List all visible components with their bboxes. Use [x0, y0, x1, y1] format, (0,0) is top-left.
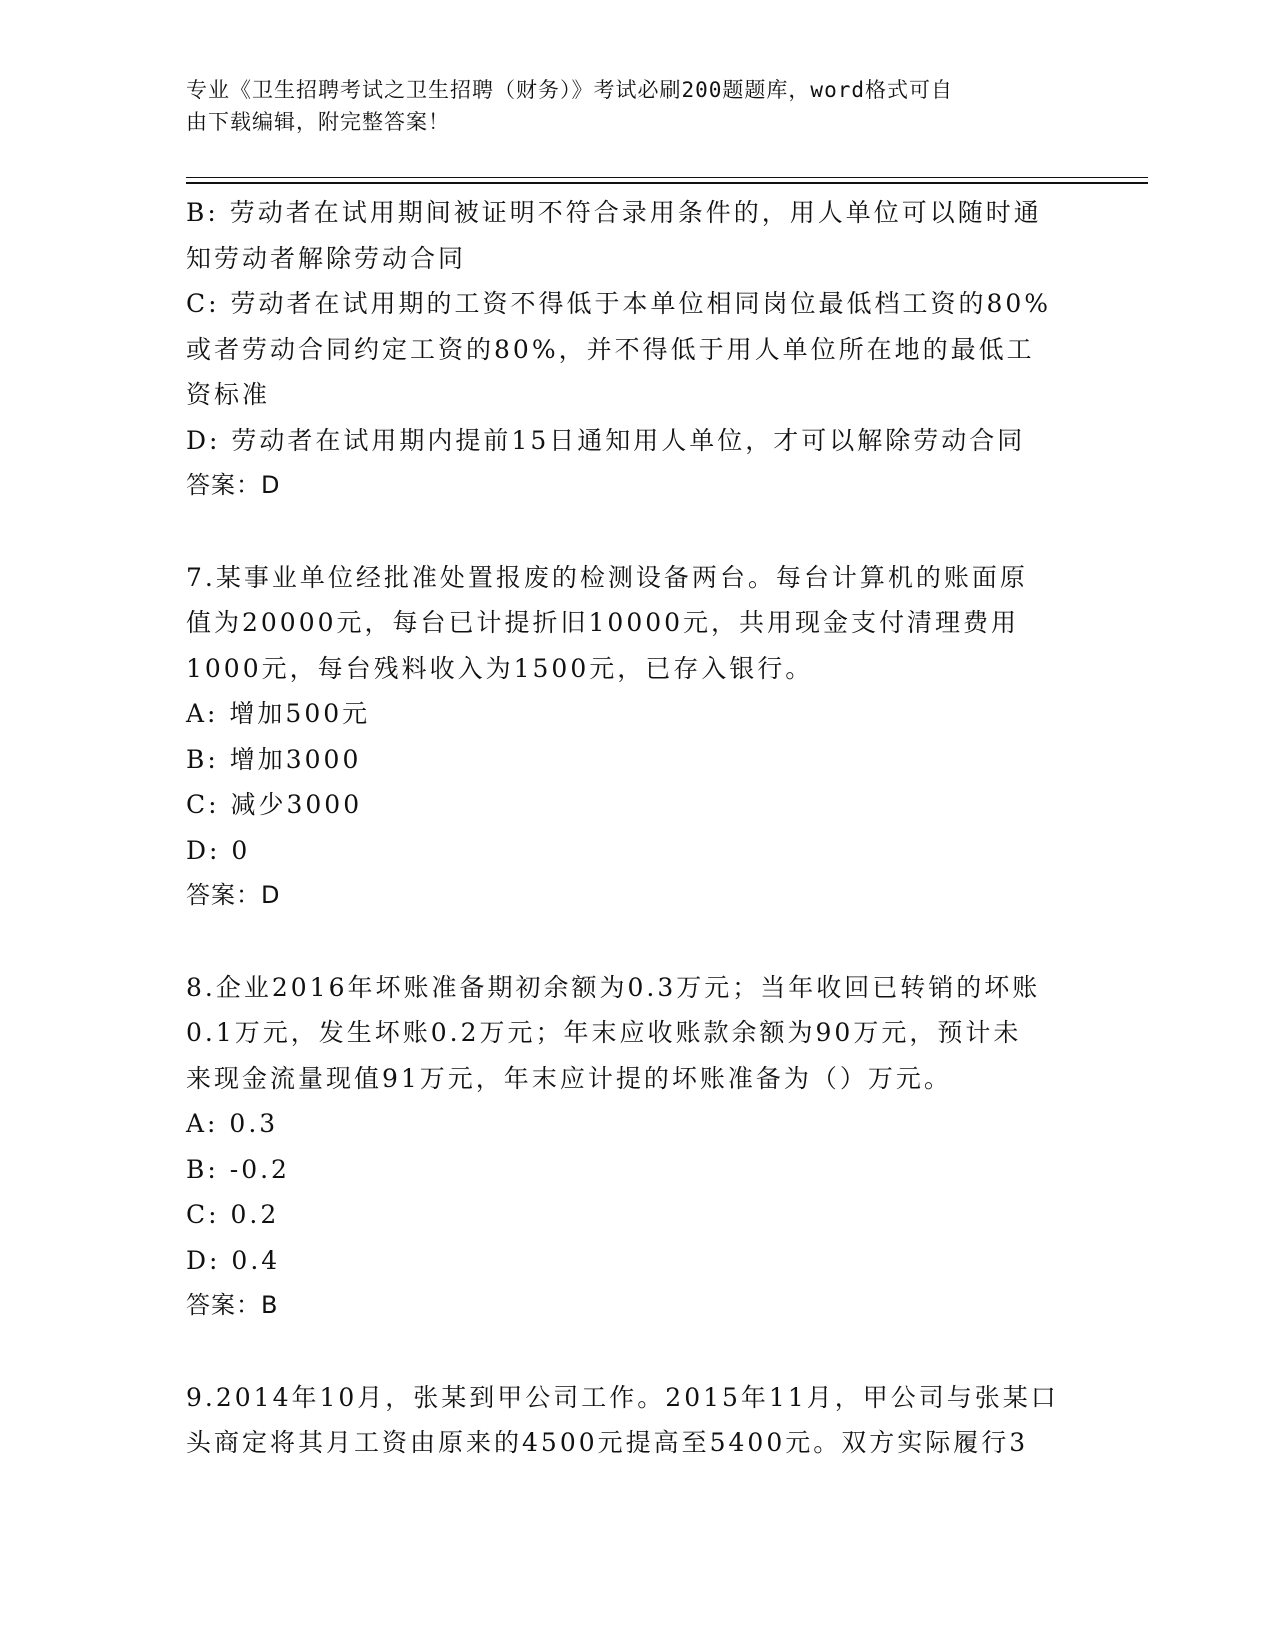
page-header	[186, 74, 1066, 138]
spacer	[186, 919, 1086, 965]
q7-stem-line-1: 7.某事业单位经批准处置报废的检测设备两台。每台计算机的账面原	[186, 562, 1028, 592]
q8-option-d: D: 0.4	[186, 1245, 281, 1275]
spacer	[186, 509, 1086, 555]
q8-answer: 答案：B	[186, 1291, 279, 1319]
q8-stem-line-3: 来现金流量现值91万元，年末应计提的坏账准备为（）万元。	[186, 1063, 952, 1093]
question-content	[186, 190, 1086, 1466]
q7-option-b: B: 增加3000	[186, 744, 362, 774]
q7-option-d: D: 0	[186, 835, 251, 865]
q8-stem-line-2: 0.1万元，发生坏账0.2万元；年末应收账款余额为90万元，预计未	[186, 1018, 1022, 1047]
q9-stem-line-1: 9.2014年10月，张某到甲公司工作。2015年11月，甲公司与张某口	[186, 1382, 1059, 1412]
question-9	[186, 1375, 1086, 1466]
q6-answer: 答案：D	[186, 471, 281, 499]
header-divider	[186, 177, 1148, 184]
spacer	[186, 1329, 1086, 1375]
question-7	[186, 555, 1086, 919]
q7-stem-line-2: 值为20000元，每台已计提折旧10000元，共用现金支付清理费用	[186, 608, 1020, 637]
q8-stem-line-1: 8.企业2016年坏账准备期初余额为0.3万元；当年收回已转销的坏账	[186, 972, 1041, 1002]
q7-option-a: A: 增加500元	[186, 699, 371, 728]
q8-option-a: A: 0.3	[186, 1109, 279, 1138]
header-line-2: 由下载编辑，附完整答案！	[186, 110, 450, 134]
q7-stem-line-3: 1000元，每台残料收入为1500元，已存入银行。	[186, 653, 814, 683]
q6-option-d: D: 劳动者在试用期内提前15日通知用人单位，才可以解除劳动合同	[186, 425, 1026, 455]
q9-stem-line-2: 头商定将其月工资由原来的4500元提高至5400元。双方实际履行3	[186, 1428, 1029, 1457]
question-8	[186, 965, 1086, 1329]
q6-option-c-line-1: C: 劳动者在试用期的工资不得低于本单位相同岗位最低档工资的80%	[186, 289, 1052, 318]
question-6-continued	[186, 190, 1086, 509]
q6-option-c-line-3: 资标准	[186, 380, 271, 409]
header-line-1: 专业《卫生招聘考试之卫生招聘（财务）》考试必刷200题题库，word格式可自	[186, 78, 953, 102]
q6-option-b-line-2: 知劳动者解除劳动合同	[186, 243, 467, 273]
q7-answer: 答案：D	[186, 881, 281, 909]
q8-option-b: B: -0.2	[186, 1154, 290, 1184]
q8-option-c: C: 0.2	[186, 1200, 280, 1229]
q6-option-b-line-1: B: 劳动者在试用期间被证明不符合录用条件的，用人单位可以随时通	[186, 198, 1042, 227]
q6-option-c-line-2: 或者劳动合同约定工资的80%，并不得低于用人单位所在地的最低工	[186, 334, 1035, 364]
q7-option-c: C: 减少3000	[186, 790, 363, 819]
